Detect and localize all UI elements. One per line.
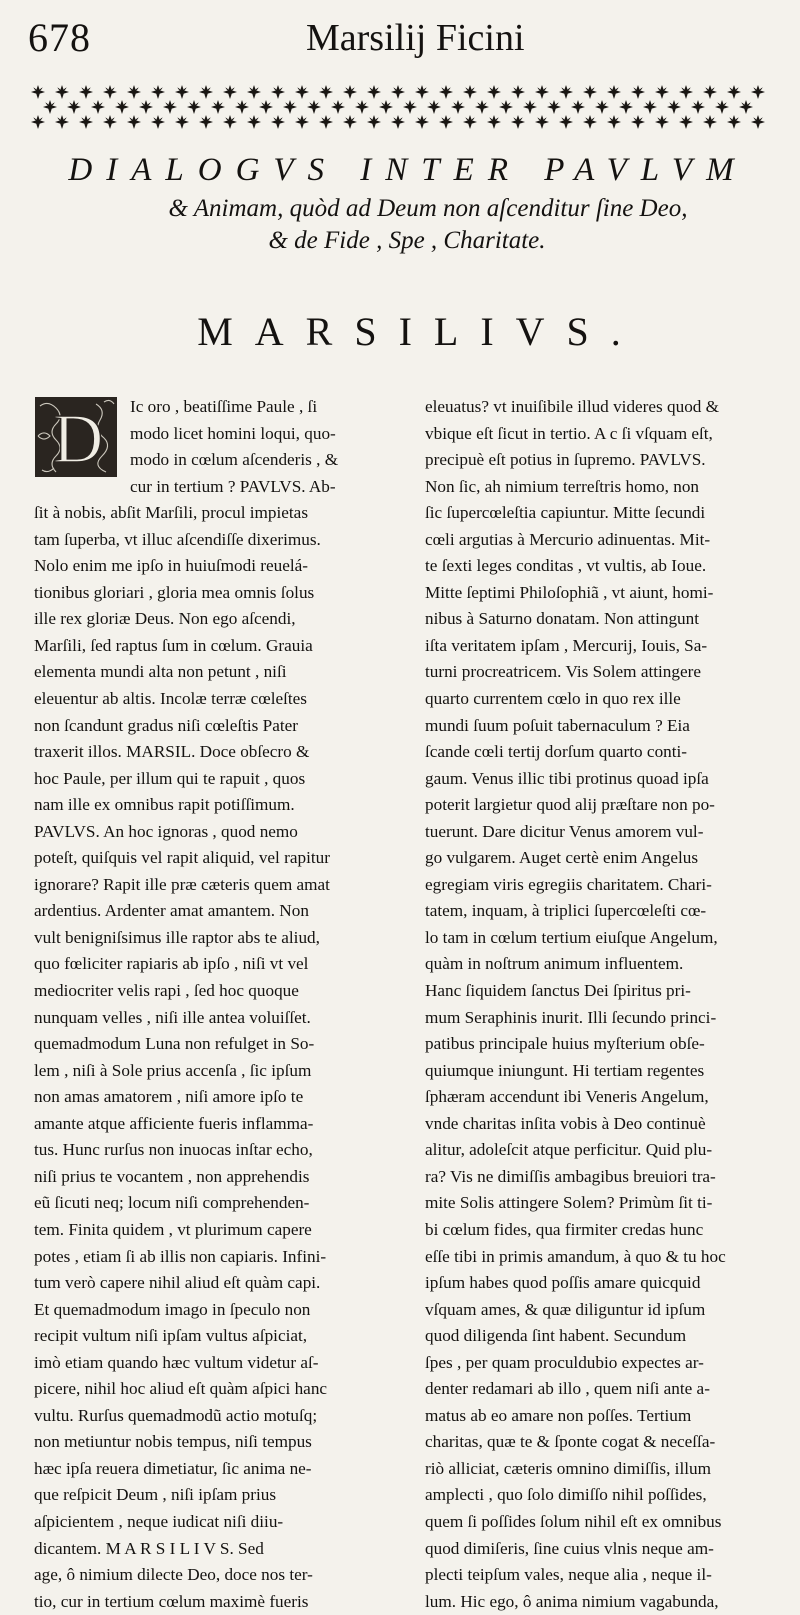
text-line: hoc Paule, per illum qui te rapuit , quos	[34, 768, 306, 788]
text-line: quod dimiſeris, ſine cuius vlnis neque am-	[425, 1538, 714, 1558]
text-line: ra? Vis ne dimiſſis ambagibus breuiori tra-	[425, 1166, 716, 1186]
text-line: nibus à Saturno donatam. Non attingunt	[425, 609, 700, 629]
text-line: picere, nihil hoc aliud eſt quàm aſpici hanc	[34, 1379, 328, 1399]
text-line: Nolo enim me ipſo in huiuſmodi reuelá-	[34, 556, 308, 576]
text-line: quem ſi poſſides ſolum nihil eſt ex omnibus	[425, 1511, 722, 1531]
text-line: turni procreatricem. Vis Solem attingere	[425, 662, 701, 682]
text-line: quàm in noſtrum animum influentem.	[425, 954, 684, 974]
text-line: mundi ſuum poſuit tabernaculum ? Eia	[425, 715, 690, 735]
text-line: tam ſuperba, vt illuc aſcendiſſe dixerimus.	[34, 529, 321, 549]
text-line: matus ab eo amare non poſſes. Tertium	[425, 1405, 692, 1425]
text-line: vultu. Rurſus quemadmodũ actio motuſq;	[34, 1405, 318, 1425]
text-line: precipuè eſt potius in ſupremo. PAVLVS.	[425, 450, 706, 470]
text-line: ipſum habes quod poſſis amare quicquid	[425, 1273, 701, 1293]
text-line: Hanc ſiquidem ſanctus Dei ſpiritus pri-	[425, 981, 691, 1001]
text-line: eleuatus? vt inuiſibile illud videres quod &	[425, 397, 720, 416]
text-line: egregiam viris egregiis charitatem. Chari-	[425, 874, 712, 894]
text-line: non ſcandunt gradus niſi cœleſtis Pater	[34, 715, 298, 735]
text-line: riò alliciat, cæteris omnino dimiſſis, illum	[425, 1458, 711, 1478]
text-line: tus. Hunc rurſus non inuocas inſtar echo,	[34, 1140, 313, 1160]
text-line: mediocriter velis rapi , ſed hoc quoque	[34, 981, 299, 1001]
text-line: mum Seraphinis inurit. Illi ſecundo princi-	[425, 1007, 717, 1027]
ornament-band	[30, 80, 770, 134]
text-line: Marſili, ſed raptus ſum in cœlum. Grauia	[34, 635, 313, 655]
text-line: eſſe tibi in primis amandum, à quo & tu hoc	[425, 1246, 726, 1266]
text-line: tem. Finita quidem , vt plurimum capere	[34, 1219, 312, 1239]
text-line: vult benigniſsimus ille raptor abs te aliud,	[34, 927, 320, 947]
text-line: mite Solis attingere Solem? Primùm ſit ti-	[425, 1193, 713, 1213]
title-line-2: & Animam, quòd ad Deum non aſcenditur ſine Deo,	[168, 195, 688, 222]
text-line: poteſt, quiſquis vel rapit aliquid, vel rapitur	[34, 848, 330, 868]
text-line: cœli argutias à Mercurio adinuentas. Mit-	[425, 529, 711, 549]
text-line: recipit vultum niſi ipſam vultus aſpiciat,	[34, 1326, 308, 1346]
text-line: modo in cœlum aſcenderis , &	[130, 450, 339, 470]
text-line: amante atque afficiente fueris inflamma-	[34, 1113, 314, 1133]
text-line: lum. Hic ego, ô anima nimium vagabunda,	[425, 1591, 719, 1611]
text-line: poterit largietur quod alij præſtare non po-	[425, 795, 715, 815]
text-column-left	[34, 394, 400, 1615]
text-line: tionibus gloriari , gloria mea omnis ſolus	[34, 582, 315, 602]
text-line: ardentius. Ardenter amat amantem. Non	[34, 901, 309, 921]
text-line: ſit à nobis, abſit Marſili, procul impietas	[34, 503, 309, 523]
text-line: que reſpicit Deum , niſi ipſam prius	[34, 1485, 277, 1505]
text-line: tatem, inquam, à triplici ſupercœleſti cœ-	[425, 901, 707, 921]
text-line: gaum. Venus illic tibi protinus quoad ipſa	[425, 768, 709, 788]
text-line: PAVLVS. An hoc ignoras , quod nemo	[34, 821, 298, 841]
drop-cap-letter: D	[52, 401, 104, 478]
text-line: lem , niſi à Sole prius accenſa , ſic ipſum	[34, 1060, 312, 1080]
text-line: traxerit illos. MARSIL. Doce obſecro &	[34, 742, 310, 762]
text-line: plecti teipſum vales, neque alia , neque il-	[425, 1565, 712, 1585]
title-line-1: DIALOGVS INTER PAVLVM	[68, 152, 748, 188]
text-line: Mitte ſeptimi Philoſophiã , vt aiunt, homi-	[425, 582, 714, 602]
text-line: quo fœliciter rapiaris ab ipſo , niſi vt vel	[34, 954, 309, 974]
text-line: hæc ipſa reuera dimetiatur, ſic anima ne-	[34, 1458, 312, 1478]
text-line: Non ſic, ah nimium terreſtris homo, non	[425, 476, 700, 496]
text-line: quarto currentem cœlo in quo rex ille	[425, 689, 681, 709]
text-line: te ſexti leges conditas , vt vultis, ab Ioue.	[425, 556, 707, 576]
text-line: quiumque iniungunt. Hi tertiam regentes	[425, 1060, 705, 1080]
text-line: niſi prius te vocantem , non apprehendis	[34, 1166, 310, 1186]
speaker-heading: MARSILIVS.	[197, 309, 643, 354]
text-line: vſquam ames, & quæ diliguntur id ipſum	[425, 1299, 706, 1319]
text-line: quod diligenda ſint habent. Secundum	[425, 1326, 687, 1346]
text-line: quemadmodum Luna non refulget in So-	[34, 1034, 315, 1054]
text-line: eũ ſicuti neq; locum niſi comprehenden-	[34, 1193, 310, 1213]
text-line: ille rex gloriæ Deus. Non ego aſcendi,	[34, 609, 296, 629]
text-line: patibus principale huius myſterium obſe-	[425, 1034, 705, 1054]
title-line-3: & de Fide , Spe , Charitate.	[268, 227, 546, 254]
text-line: cur in tertium ? PAVLVS. Ab-	[130, 476, 336, 496]
text-line: tio, cur in tertium cœlum maximè fueris	[34, 1591, 309, 1611]
text-line: non metiuntur nobis tempus, niſi tempus	[34, 1432, 312, 1452]
text-line: bi cœlum fides, qua firmiter credas hunc	[425, 1219, 704, 1239]
text-line: aſpicientem , neque iudicat niſi diiu-	[34, 1511, 284, 1531]
text-line: dicantem. M A R S I L I V S. Sed	[34, 1538, 264, 1558]
text-line: ſcande cœli tertij dorſum quarto conti-	[425, 742, 688, 762]
text-line: ſpes , per quam proculdubio expectes ar-	[425, 1352, 704, 1372]
text-line: amplecti , quo ſolo dimiſſo nihil poſſides,	[425, 1485, 707, 1505]
text-line: ſphæram accendunt ibi Veneris Angelum,	[425, 1087, 709, 1107]
text-line: imò etiam quando hæc vultum videtur aſ-	[34, 1352, 319, 1372]
text-line: denter redamari ab illo , quem niſi ante a-	[425, 1379, 710, 1399]
text-line: age, ô nimium dilecte Deo, doce nos ter-	[34, 1565, 313, 1585]
text-line: Ic oro , beatiſſime Paule , ſi	[130, 397, 318, 416]
page-number: 678	[28, 15, 91, 60]
running-title: Marsilij Ficini	[306, 17, 525, 59]
text-column-right	[425, 394, 770, 1615]
text-line: tum verò capere nihil aliud eſt quàm capi.	[34, 1273, 321, 1293]
text-line: vbique eſt ſicut in tertio. A c ſi vſquam eſt,	[425, 423, 713, 443]
text-line: charitas, quæ te & ſponte cogat & neceſſa-	[425, 1432, 716, 1452]
text-line: non amas amatorem , niſi amore ipſo te	[34, 1087, 304, 1107]
text-line: alitur, adoleſcit atque perficitur. Quid plu-	[425, 1140, 713, 1160]
text-line: elementa mundi alta non petunt , niſi	[34, 662, 287, 682]
dialogue-title	[40, 152, 760, 255]
text-line: eleuentur ab altis. Incolæ terræ cœleſtes	[34, 689, 307, 709]
text-line: nam ille ex omnibus rapit potiſſimum.	[34, 795, 295, 815]
text-line: go vulgarem. Auget certè enim Angelus	[425, 848, 699, 868]
text-line: potes , etiam ſi ab illis non capiaris. Infini-	[34, 1246, 327, 1266]
text-line: nunquam velles , niſi ille antea voluiſſet.	[34, 1007, 311, 1027]
text-line: vnde charitas inſita vobis à Deo continuè	[425, 1113, 706, 1133]
text-line: ſic ſupercœleſtia capiuntur. Mitte ſecundi	[425, 503, 706, 523]
text-line: Et quemadmodum imago in ſpeculo non	[34, 1299, 311, 1319]
text-line: tuerunt. Dare dicitur Venus amorem vul-	[425, 821, 704, 841]
text-line: ignorare? Rapit ille præ cæteris quem amat	[34, 874, 330, 894]
text-line: lo tam in cœlum tertium eiuſque Angelum,	[425, 927, 718, 947]
text-line: iſta veritatem ipſam , Mercurij, Iouis, Sa-	[425, 635, 708, 655]
text-line: modo licet homini loqui, quo-	[130, 423, 336, 443]
